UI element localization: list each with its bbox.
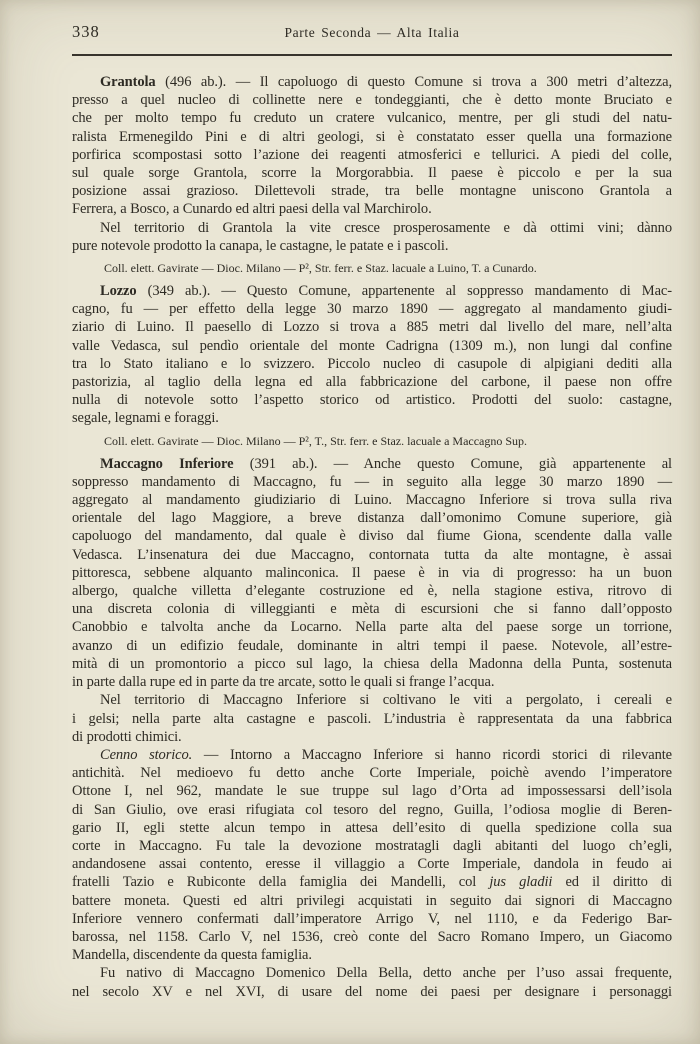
text-line bbox=[72, 491, 672, 509]
text-run: Nel territorio di Grantola la vite cresce prosperosamente e dà ottimi vini; dànno bbox=[100, 219, 672, 236]
text-line bbox=[72, 801, 672, 819]
text-run: pittoresca, sebbene alquanto malinconica. Il paese è in via di progresso: ha un buon bbox=[72, 564, 672, 581]
text-line bbox=[72, 219, 672, 237]
text-line bbox=[72, 182, 672, 200]
text-run: Ferrera, a Bosco, a Cunardo ed altri paesi della val Marchirolo. bbox=[72, 201, 432, 218]
text-run: Mandella, discendente da questa famiglia. bbox=[72, 947, 312, 964]
text-run: presso a quel nucleo di collinette nere e tondeggianti, che è detto monte Bruciato e bbox=[72, 92, 672, 109]
text-run: mità di un promontorio a picco sul lago, la chiesa della Madonna della Punta, sostenuta bbox=[72, 655, 672, 672]
body-paragraph bbox=[72, 219, 672, 255]
italic-phrase: jus gladii bbox=[489, 874, 553, 891]
text-run: segale, legnami e foraggi. bbox=[72, 410, 219, 427]
text-run: una discreta colonia di villeggianti e mèta di escursioni che si fanno dall’opposto bbox=[72, 601, 672, 618]
body-paragraph bbox=[72, 746, 672, 964]
text-run: (496 ab.). — Il capoluogo di questo Comune si trova a 300 metri d’altezza, bbox=[155, 74, 672, 90]
text-run: di San Giulio, ove erasi rifugiata col tesoro del regno, Guilla, l’odiosa moglie di Beren- bbox=[72, 801, 672, 818]
text-run: Vedasca. L’insenatura dei due Maccagno, contornata tutta da alte montagne, è assai bbox=[72, 546, 672, 563]
electoral-note bbox=[72, 260, 672, 276]
text-line bbox=[72, 355, 672, 373]
entry-headword: Maccagno Inferiore bbox=[100, 455, 234, 472]
text-run: avanzo di un edifizio feudale, dominante in altri tempi il paese. Notevole, all’estre- bbox=[72, 637, 672, 654]
text-run: ed il diritto di bbox=[552, 874, 672, 891]
text-line bbox=[72, 655, 672, 673]
text-line bbox=[72, 200, 672, 218]
text-line bbox=[72, 600, 672, 618]
header-rule bbox=[72, 54, 672, 56]
text-line bbox=[72, 282, 672, 300]
text-line bbox=[72, 318, 672, 336]
text-line bbox=[72, 710, 672, 728]
text-run: (349 ab.). — Questo Comune, appartenente al soppresso mandamento di Mac- bbox=[136, 283, 672, 300]
text-line bbox=[72, 673, 672, 691]
entry-headword: Grantola bbox=[100, 74, 156, 90]
entry-paragraph bbox=[72, 282, 672, 428]
entry-paragraph bbox=[72, 455, 672, 692]
text-run: Canobbio e talvolta anche da Locarno. Nella parte alta del paese sorge un torrione, bbox=[72, 619, 672, 636]
text-line bbox=[72, 337, 672, 355]
page-number: 338 bbox=[72, 22, 100, 41]
text-line bbox=[72, 473, 672, 491]
text-run: Coll. elett. Gavirate — Dioc. Milano — P², Str. ferr. e Staz. lacuale a Luino, T. a Cunardo. bbox=[104, 261, 537, 276]
text-run: Inferiore vennero confermati dall’imperatore Arrigo V, nel 1110, e da Federigo Bar- bbox=[72, 910, 672, 927]
text-run: antichità. Nel medioevo fu detto anche Corte Imperiale, poichè avendo l’imperatore bbox=[72, 765, 672, 782]
text-line bbox=[72, 91, 672, 109]
text-line bbox=[72, 782, 672, 800]
text-line bbox=[72, 928, 672, 946]
text-line bbox=[72, 618, 672, 636]
text-line bbox=[72, 546, 672, 564]
text-run: posizione assai grazioso. Dilettevoli strade, tra belle montagne uniscono Grantola a bbox=[72, 183, 672, 200]
text-run: valle Vedasca, sul pendìo orientale del monte Cadrigna (1309 m.), non lungi dal confine bbox=[72, 337, 672, 354]
text-line bbox=[72, 527, 672, 545]
text-run: — Intorno a Maccagno Inferiore si hanno ricordi storici di rilevante bbox=[192, 746, 672, 763]
electoral-note bbox=[72, 433, 672, 449]
running-title: Parte Seconda — Alta Italia bbox=[284, 25, 460, 40]
text-line bbox=[104, 433, 672, 449]
text-line bbox=[72, 837, 672, 855]
text-run: Nel territorio di Maccagno Inferiore si coltivano le viti a pergolato, i cereali e bbox=[100, 692, 672, 709]
text-line bbox=[72, 892, 672, 910]
text-run: barossa, nel 1158. Carlo V, nel 1536, creò conte del Sacro Romano Impero, un Giacomo bbox=[72, 928, 672, 945]
text-line bbox=[72, 637, 672, 655]
text-line bbox=[72, 764, 672, 782]
text-line bbox=[72, 946, 672, 964]
text-run: albergo, qualche villetta d’elegante costruzione ed è, nella stagione estiva, ritrovo di bbox=[72, 583, 672, 600]
text-run: Coll. elett. Gavirate — Dioc. Milano — P², T., Str. ferr. e Staz. lacuale a Maccagno Sup. bbox=[104, 433, 528, 448]
text-line bbox=[72, 746, 672, 764]
text-run: tra lo Stato italiano e lo svizzero. Piccolo nucleo di casupole di alpigiani dediti alla bbox=[72, 355, 672, 372]
body-paragraph bbox=[72, 691, 672, 746]
text-line bbox=[72, 164, 672, 182]
text-run: i gelsi; nella parte alta castagne e pascoli. L’industria è rappresentata da una fabbrica bbox=[72, 710, 672, 727]
text-line bbox=[72, 582, 672, 600]
text-run: ziario di Luino. Il paesello di Lozzo si trova a 885 metri dal livello del mare, nell’alta bbox=[72, 319, 672, 336]
text-line bbox=[72, 855, 672, 873]
text-run: aggregato al mandamento giudiziario di Luino. Maccagno Inferiore si trova sulla riva bbox=[72, 492, 672, 509]
text-line bbox=[104, 260, 672, 276]
text-run: corte in Maccagno. Fu tale la devozione mostratagli dagli abitanti del luogo ch’egli, bbox=[72, 837, 672, 854]
text-run: orientale del lago Maggiore, a breve distanza dall’omonimo Comune superiore, già bbox=[72, 510, 672, 527]
text-run: battere moneta. Questi ed altri privilegi acquistati in seguito dai signori di Maccagno bbox=[72, 892, 672, 909]
text-line bbox=[72, 109, 672, 127]
text-run: che per molto tempo fu creduto un cratere vulcanico, mentre, per gli studi del natu- bbox=[72, 110, 672, 127]
text-line bbox=[72, 128, 672, 146]
text-run: sul quale sorge Grantola, scorre la Morgorabbia. Il paese è piccolo e per la sua bbox=[72, 165, 672, 182]
text-line bbox=[72, 409, 672, 427]
text-run: porfirica scompostasi sotto l’azione dei reagenti atmosferici e tellurici. A piedi del colle, bbox=[72, 146, 672, 163]
text-line bbox=[72, 391, 672, 409]
text-line bbox=[72, 564, 672, 582]
text-run: pastorizia, al taglio della legna ed alla fabbricazione del carbone, il paese non offre bbox=[72, 374, 672, 391]
text-run: capoluogo del mandamento, dal quale è diviso dal fiume Giona, scendente dalla valle bbox=[72, 528, 672, 545]
text-line bbox=[72, 146, 672, 164]
text-line bbox=[72, 873, 672, 891]
text-line bbox=[72, 73, 672, 91]
text-line bbox=[72, 983, 672, 1001]
text-run: fratelli Tazio e Rubiconte della famiglia dei Mandelli, col bbox=[72, 874, 490, 891]
text-run: Ottone I, nel 962, mandate le sue truppe sul lago d’Orta ad impossessarsi dell’isola bbox=[72, 783, 672, 800]
text-run: nulla di notevole sotto l’aspetto storico od artistico. Prodotti del suolo: castagne, bbox=[72, 392, 672, 409]
text-run: Fu nativo di Maccagno Domenico Della Bella, detto anche per l’uso assai frequente, bbox=[100, 965, 672, 982]
text-line bbox=[72, 300, 672, 318]
text-line bbox=[72, 373, 672, 391]
entry-headword: Lozzo bbox=[100, 283, 137, 300]
page-header bbox=[72, 22, 672, 46]
text-run: in parte dalla rupe ed in parte da tre arcate, sotto le quali si frange l’acqua. bbox=[72, 674, 495, 691]
text-run: di prodotti chimici. bbox=[72, 728, 182, 745]
text-line bbox=[72, 728, 672, 746]
text-run: soppresso mandamento di Maccagno, fu — in seguito alla legge 30 marzo 1890 — bbox=[72, 473, 672, 490]
text-line bbox=[72, 237, 672, 255]
text-run: nel secolo XV e nel XVI, di usare del nome dei paesi per designare i personaggi bbox=[72, 983, 672, 1000]
text-run: pure notevole prodotto la canapa, le castagne, le patate e i pascoli. bbox=[72, 237, 449, 254]
text-line bbox=[72, 964, 672, 982]
text-line bbox=[72, 455, 672, 473]
text-run: cagno, fu — per effetto della legge 30 marzo 1890 — aggregato al mandamento giudi- bbox=[72, 301, 672, 318]
text-line bbox=[72, 910, 672, 928]
text-run: (391 ab.). — Anche questo Comune, già appartenente al bbox=[233, 455, 672, 472]
text-run: ralista Ermenegildo Pini e di altri geologi, si è constatato esser quella una formazione bbox=[72, 128, 672, 145]
text-line bbox=[72, 691, 672, 709]
body-paragraph bbox=[72, 964, 672, 1000]
text-line bbox=[72, 509, 672, 527]
page-body bbox=[72, 73, 672, 1001]
italic-phrase: Cenno storico. bbox=[100, 746, 193, 763]
text-run: gario II, egli stette alcun tempo in attesa dell’esito di quella spedizione colla sua bbox=[72, 819, 672, 836]
text-run: andandosene assai contento, eresse il villaggio a Corte Imperiale, dandola in feudo ai bbox=[72, 856, 672, 873]
entry-paragraph bbox=[72, 73, 672, 219]
text-line bbox=[72, 819, 672, 837]
